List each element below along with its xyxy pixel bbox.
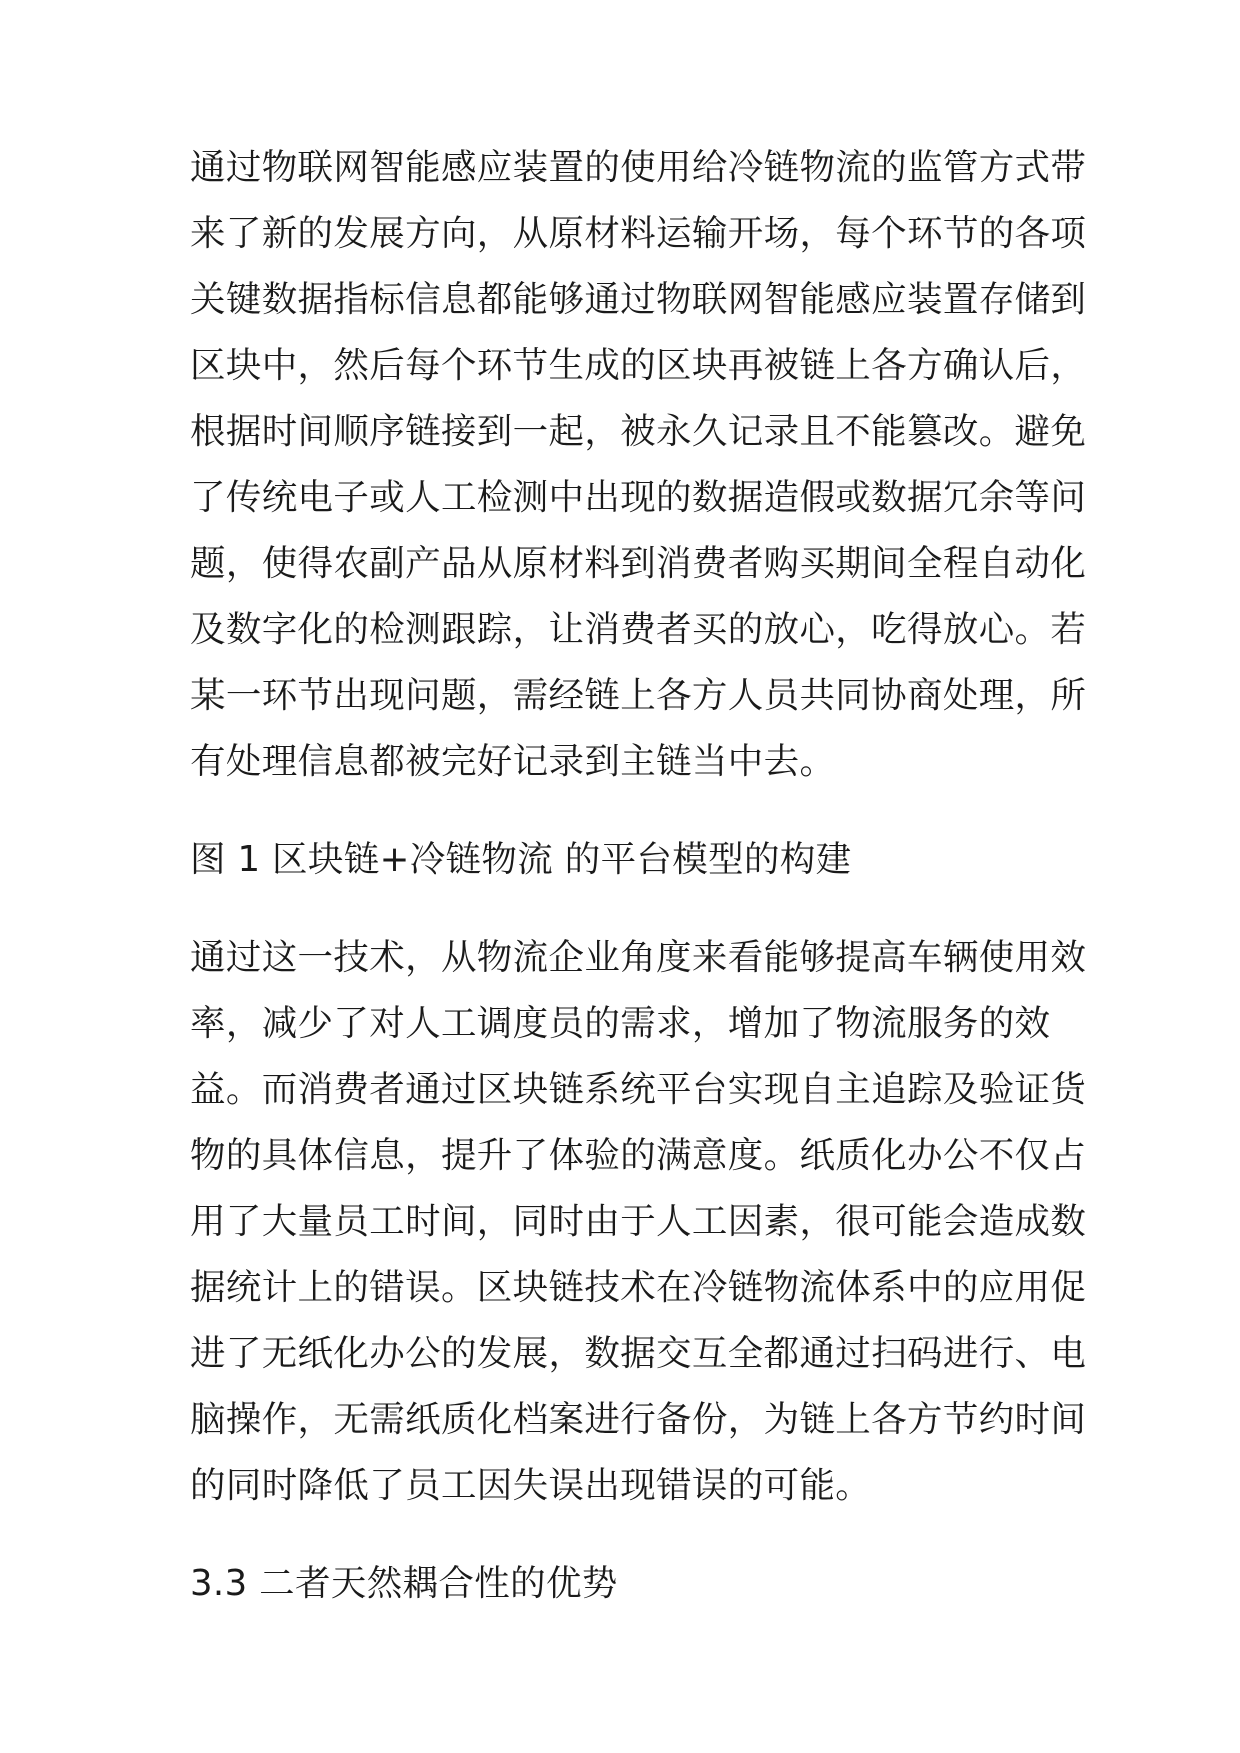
text-line: 通过物联网智能感应装置的使用给冷链物流的监管方式带 xyxy=(190,147,1087,188)
text-line: 关键数据指标信息都能够通过物联网智能感应装置存储到 xyxy=(190,279,1087,320)
text-line: 的同时降低了员工因失误出现错误的可能。 xyxy=(190,1465,872,1506)
text-line: 率，减少了对人工调度员的需求，增加了物流服务的效 xyxy=(190,1003,1051,1044)
text-line: 题，使得农副产品从原材料到消费者购买期间全程自动化 xyxy=(190,543,1087,584)
figure-caption: 图 1 区块链+冷链物流 的平台模型的构建 xyxy=(190,839,852,880)
text-line: 根据时间顺序链接到一起，被永久记录且不能篡改。避免 xyxy=(190,411,1087,452)
text-line: 益。而消费者通过区块链系统平台实现自主追踪及验证货 xyxy=(190,1069,1087,1110)
text-line: 来了新的发展方向，从原材料运输开场，每个环节的各项 xyxy=(190,213,1087,254)
text-line: 了传统电子或人工检测中出现的数据造假或数据冗余等问 xyxy=(190,477,1087,518)
text-line: 据统计上的错误。区块链技术在冷链物流体系中的应用促 xyxy=(190,1267,1087,1308)
text-line: 区块中，然后每个环节生成的区块再被链上各方确认后， xyxy=(190,345,1087,386)
text-line: 用了大量员工时间，同时由于人工因素，很可能会造成数 xyxy=(190,1201,1087,1242)
section-heading: 3.3 二者天然耦合性的优势 xyxy=(190,1563,618,1604)
text-line: 及数字化的检测跟踪，让消费者买的放心，吃得放心。若 xyxy=(190,609,1087,650)
text-line: 有处理信息都被完好记录到主链当中去。 xyxy=(190,741,836,782)
text-line: 通过这一技术，从物流企业角度来看能够提高车辆使用效 xyxy=(190,937,1087,978)
text-line: 物的具体信息，提升了体验的满意度。纸质化办公不仅占 xyxy=(190,1135,1087,1176)
text-line: 进了无纸化办公的发展，数据交互全都通过扫码进行、电 xyxy=(190,1333,1087,1374)
text-line: 某一环节出现问题，需经链上各方人员共同协商处理，所 xyxy=(190,675,1087,716)
text-line: 脑操作，无需纸质化档案进行备份，为链上各方节约时间 xyxy=(190,1399,1087,1440)
